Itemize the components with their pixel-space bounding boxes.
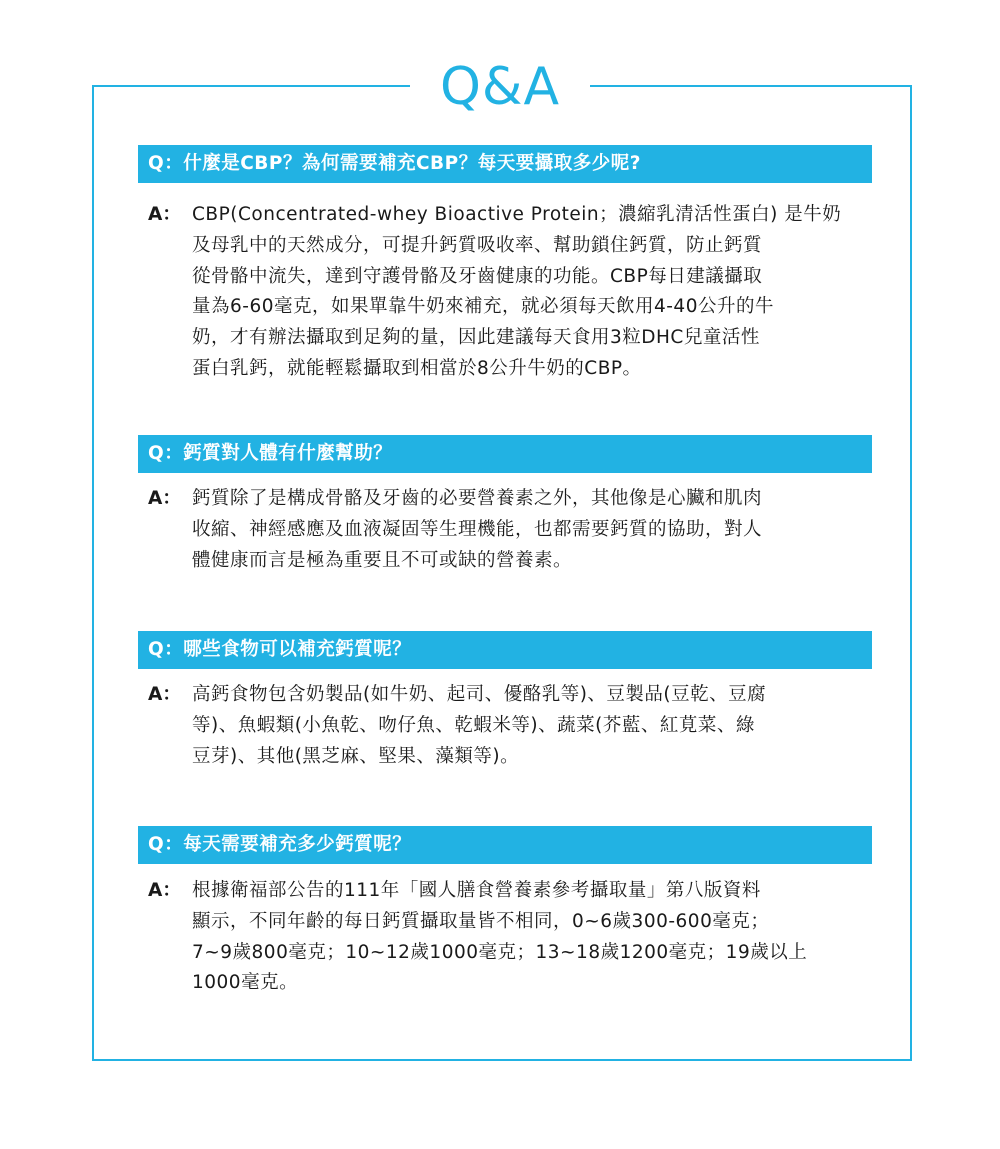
question-bar: Q：哪些食物可以補充鈣質呢？ [138, 631, 872, 669]
answer-prefix: A： [148, 204, 181, 225]
question-bar: Q：什麼是CBP？為何需要補充CBP？每天要攝取多少呢? [138, 145, 872, 183]
page-title: Q&A [410, 52, 590, 122]
answer-line: 蛋白乳鈣，就能輕鬆攝取到相當於8公升牛奶的CBP。 [192, 357, 642, 379]
answer-line: 體健康而言是極為重要且不可或缺的營養素。 [192, 549, 573, 571]
answer-line: 顯示，不同年齡的每日鈣質攝取量皆不相同，0~6歲300-600毫克； [192, 910, 770, 932]
answer-line: 1000毫克。 [192, 972, 299, 994]
answer-line: 豆芽)、其他(黑芝麻、堅果、藻類等)。 [192, 745, 520, 767]
answer-line: 及母乳中的天然成分，可提升鈣質吸收率、幫助鎖住鈣質，防止鈣質 [192, 234, 763, 256]
answer-line: 根據衛福部公告的111年「國人膳食營養素參考攝取量」第八版資料 [192, 880, 761, 901]
answer-line: 奶，才有辦法攝取到足夠的量，因此建議每天食用3粒DHC兒童活性 [192, 327, 760, 349]
answer-line: CBP(Concentrated-whey Bioactive Protein；濃縮乳清活性蛋白) 是牛奶 [192, 204, 842, 225]
question-bar: Q：鈣質對人體有什麼幫助？ [138, 435, 872, 473]
answer-line: 高鈣食物包含奶製品(如牛奶、起司、優酪乳等)、豆製品(豆乾、豆腐 [192, 684, 767, 705]
question-bar: Q：每天需要補充多少鈣質呢？ [138, 826, 872, 864]
answer-line: 收縮、神經感應及血液凝固等生理機能，也都需要鈣質的協助，對人 [192, 518, 763, 540]
answer-line: 等)、魚蝦類(小魚乾、吻仔魚、乾蝦米等)、蔬菜(芥藍、紅莧菜、綠 [192, 714, 755, 736]
answer-line: 7~9歲800毫克；10~12歲1000毫克；13~18歲1200毫克；19歲以上 [192, 941, 808, 963]
answer-line: 從骨骼中流失，達到守護骨骼及牙齒健康的功能。CBP每日建議攝取 [192, 265, 763, 287]
answer-line: 量為6-60毫克，如果單靠牛奶來補充，就必須每天飲用4-40公升的牛 [192, 296, 774, 318]
answer-prefix: A： [148, 488, 181, 509]
answer-text [192, 484, 857, 576]
answer-prefix: A： [148, 880, 181, 901]
answer-text [192, 876, 857, 999]
answer-text [192, 200, 857, 385]
answer-line: 鈣質除了是構成骨骼及牙齒的必要營養素之外，其他像是心臟和肌肉 [192, 488, 763, 509]
answer-text [192, 680, 857, 772]
answer-prefix: A： [148, 684, 181, 705]
